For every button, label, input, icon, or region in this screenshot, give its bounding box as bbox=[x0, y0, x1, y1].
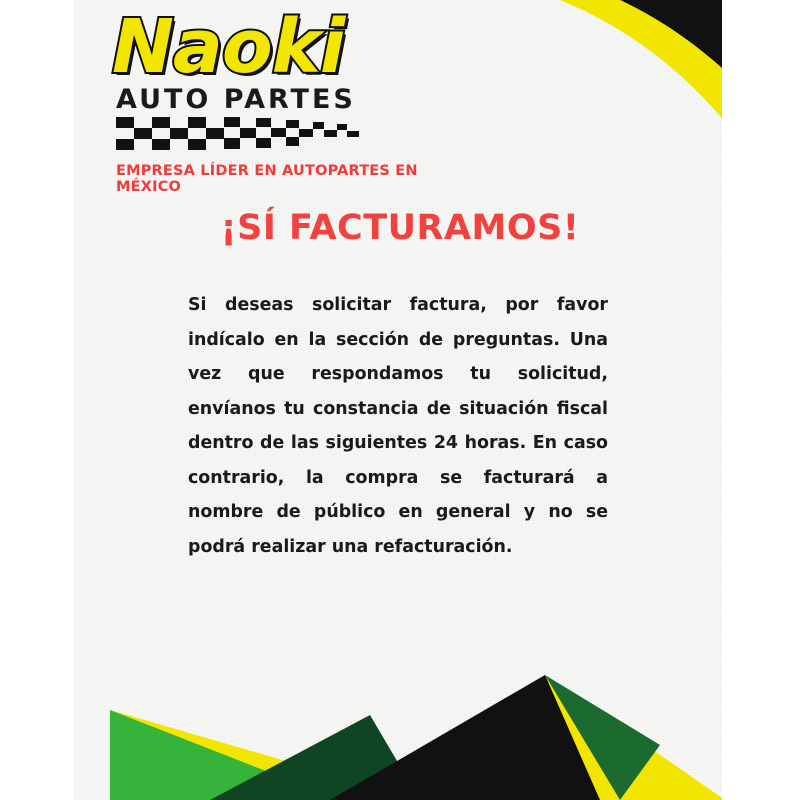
brand-wordmark: Naoki bbox=[112, 4, 345, 90]
brand-subtitle: AUTO PARTES bbox=[116, 84, 356, 115]
body-paragraph: Si deseas solicitar factura, por favor indícalo en la sección de preguntas. Una vez que respondamos tu solicitud, envíanos tu constancia de situación fiscal dentro de las siguientes 24 horas. En caso contrario, la compra se facturará a nombre de público en general y no se podrá realizar una refacturación. bbox=[188, 295, 608, 557]
page-title: ¡SÍ FACTURAMOS! bbox=[220, 208, 580, 248]
right-margin bbox=[722, 0, 800, 800]
left-margin bbox=[0, 0, 74, 800]
checkered-flag-icon bbox=[116, 117, 368, 151]
brand-tagline: EMPRESA LÍDER EN AUTOPARTES EN MÉXICO bbox=[116, 163, 418, 195]
bottom-corner-graphic bbox=[0, 580, 800, 800]
brand-logo bbox=[112, 6, 462, 195]
